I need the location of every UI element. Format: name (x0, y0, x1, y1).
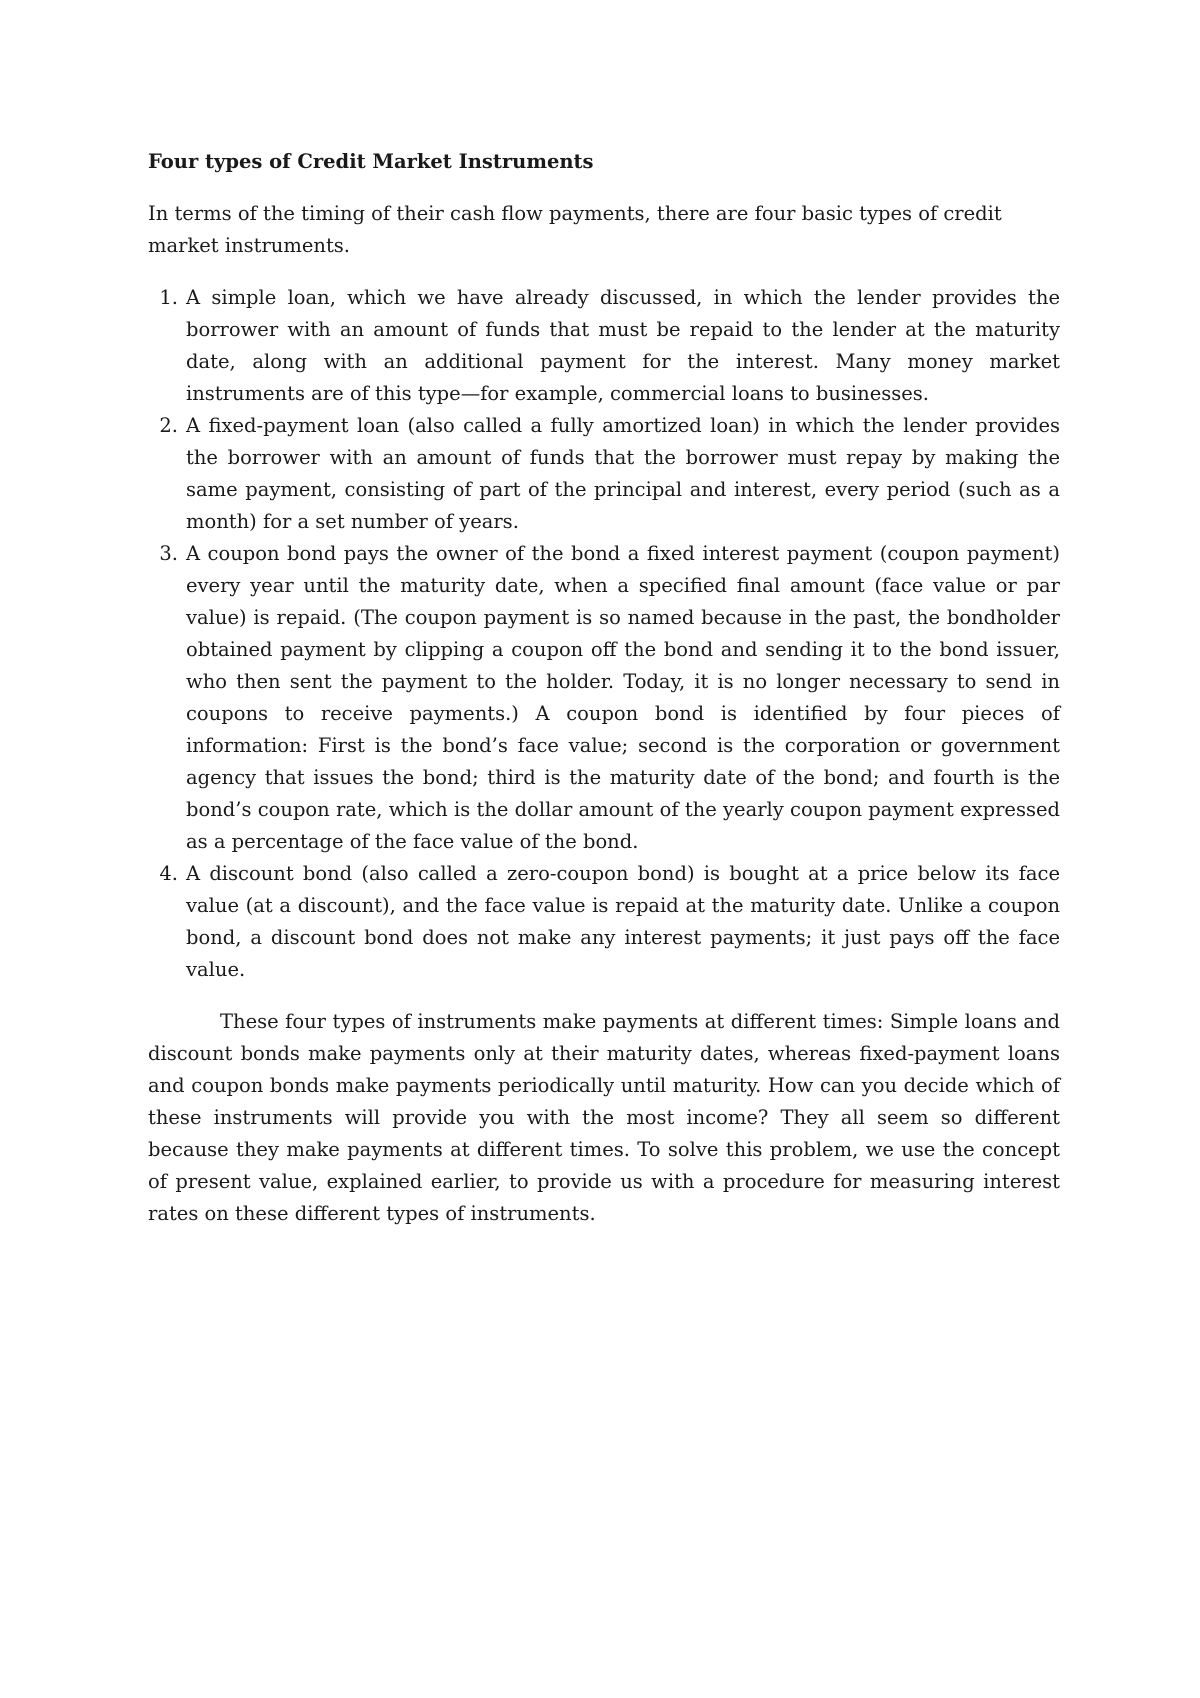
document-page (148, 146, 1060, 1230)
list-item-text: A coupon bond pays the owner of the bond a fixed interest payment (coupon payment) every year until the maturity date, when a specified final amount (face value or par value) is repaid. (The coupon payment is so named because in the past, the bondholder obtained payment by clipping a coupon off the bond and sending it to the bond issuer, who then sent the payment to the holder. Today, it is no longer necessary to send in coupons to receive payments.) A coupon bond is identified by four pieces of information: First is the bond’s face value; second is the corporation or government agency that issues the bond; third is the maturity date of the bond; and fourth is the bond’s coupon rate, which is the dollar amount of the yearly coupon payment expressed as a percentage of the face value of the bond. (186, 542, 1060, 853)
list-item (148, 538, 1060, 858)
list-item-number: 3. (159, 542, 178, 565)
list-item (148, 282, 1060, 410)
list-item-text: A simple loan, which we have already discussed, in which the lender provides the borrower with an amount of funds that must be repaid to the lender at the maturity date, along with an additional payment for the interest. Many money market instruments are of this type—for example, commercial loans to businesses. (186, 286, 1060, 405)
list-item (148, 858, 1060, 986)
list-item-number: 2. (159, 414, 178, 437)
list-item-text: A fixed-payment loan (also called a fully amortized loan) in which the lender provides the borrower with an amount of funds that the borrower must repay by making the same payment, consisting of part of the principal and interest, every period (such as a month) for a set number of years. (186, 414, 1060, 533)
intro-paragraph: In terms of the timing of their cash flow payments, there are four basic types of credit market instruments. (148, 202, 1002, 257)
list-item-number: 4. (159, 862, 178, 885)
list-item-number: 1. (159, 286, 178, 309)
closing-paragraph: These four types of instruments make payments at different times: Simple loans and discount bonds make payments only at their maturity dates, whereas fixed-payment loans and coupon bonds make payments periodically until maturity. How can you decide which of these instruments will provide you with the most income? They all seem so different because they make payments at different times. To solve this problem, we use the concept of present value, explained earlier, to provide us with a procedure for measuring interest rates on these different types of instruments. (148, 1010, 1060, 1225)
list-item-text: A discount bond (also called a zero-coupon bond) is bought at a price below its face value (at a discount), and the face value is repaid at the maturity date. Unlike a coupon bond, a discount bond does not make any interest payments; it just pays off the face value. (186, 862, 1060, 981)
list-item (148, 410, 1060, 538)
instrument-types-list (148, 282, 1060, 986)
document-title: Four types of Credit Market Instruments (148, 150, 594, 173)
